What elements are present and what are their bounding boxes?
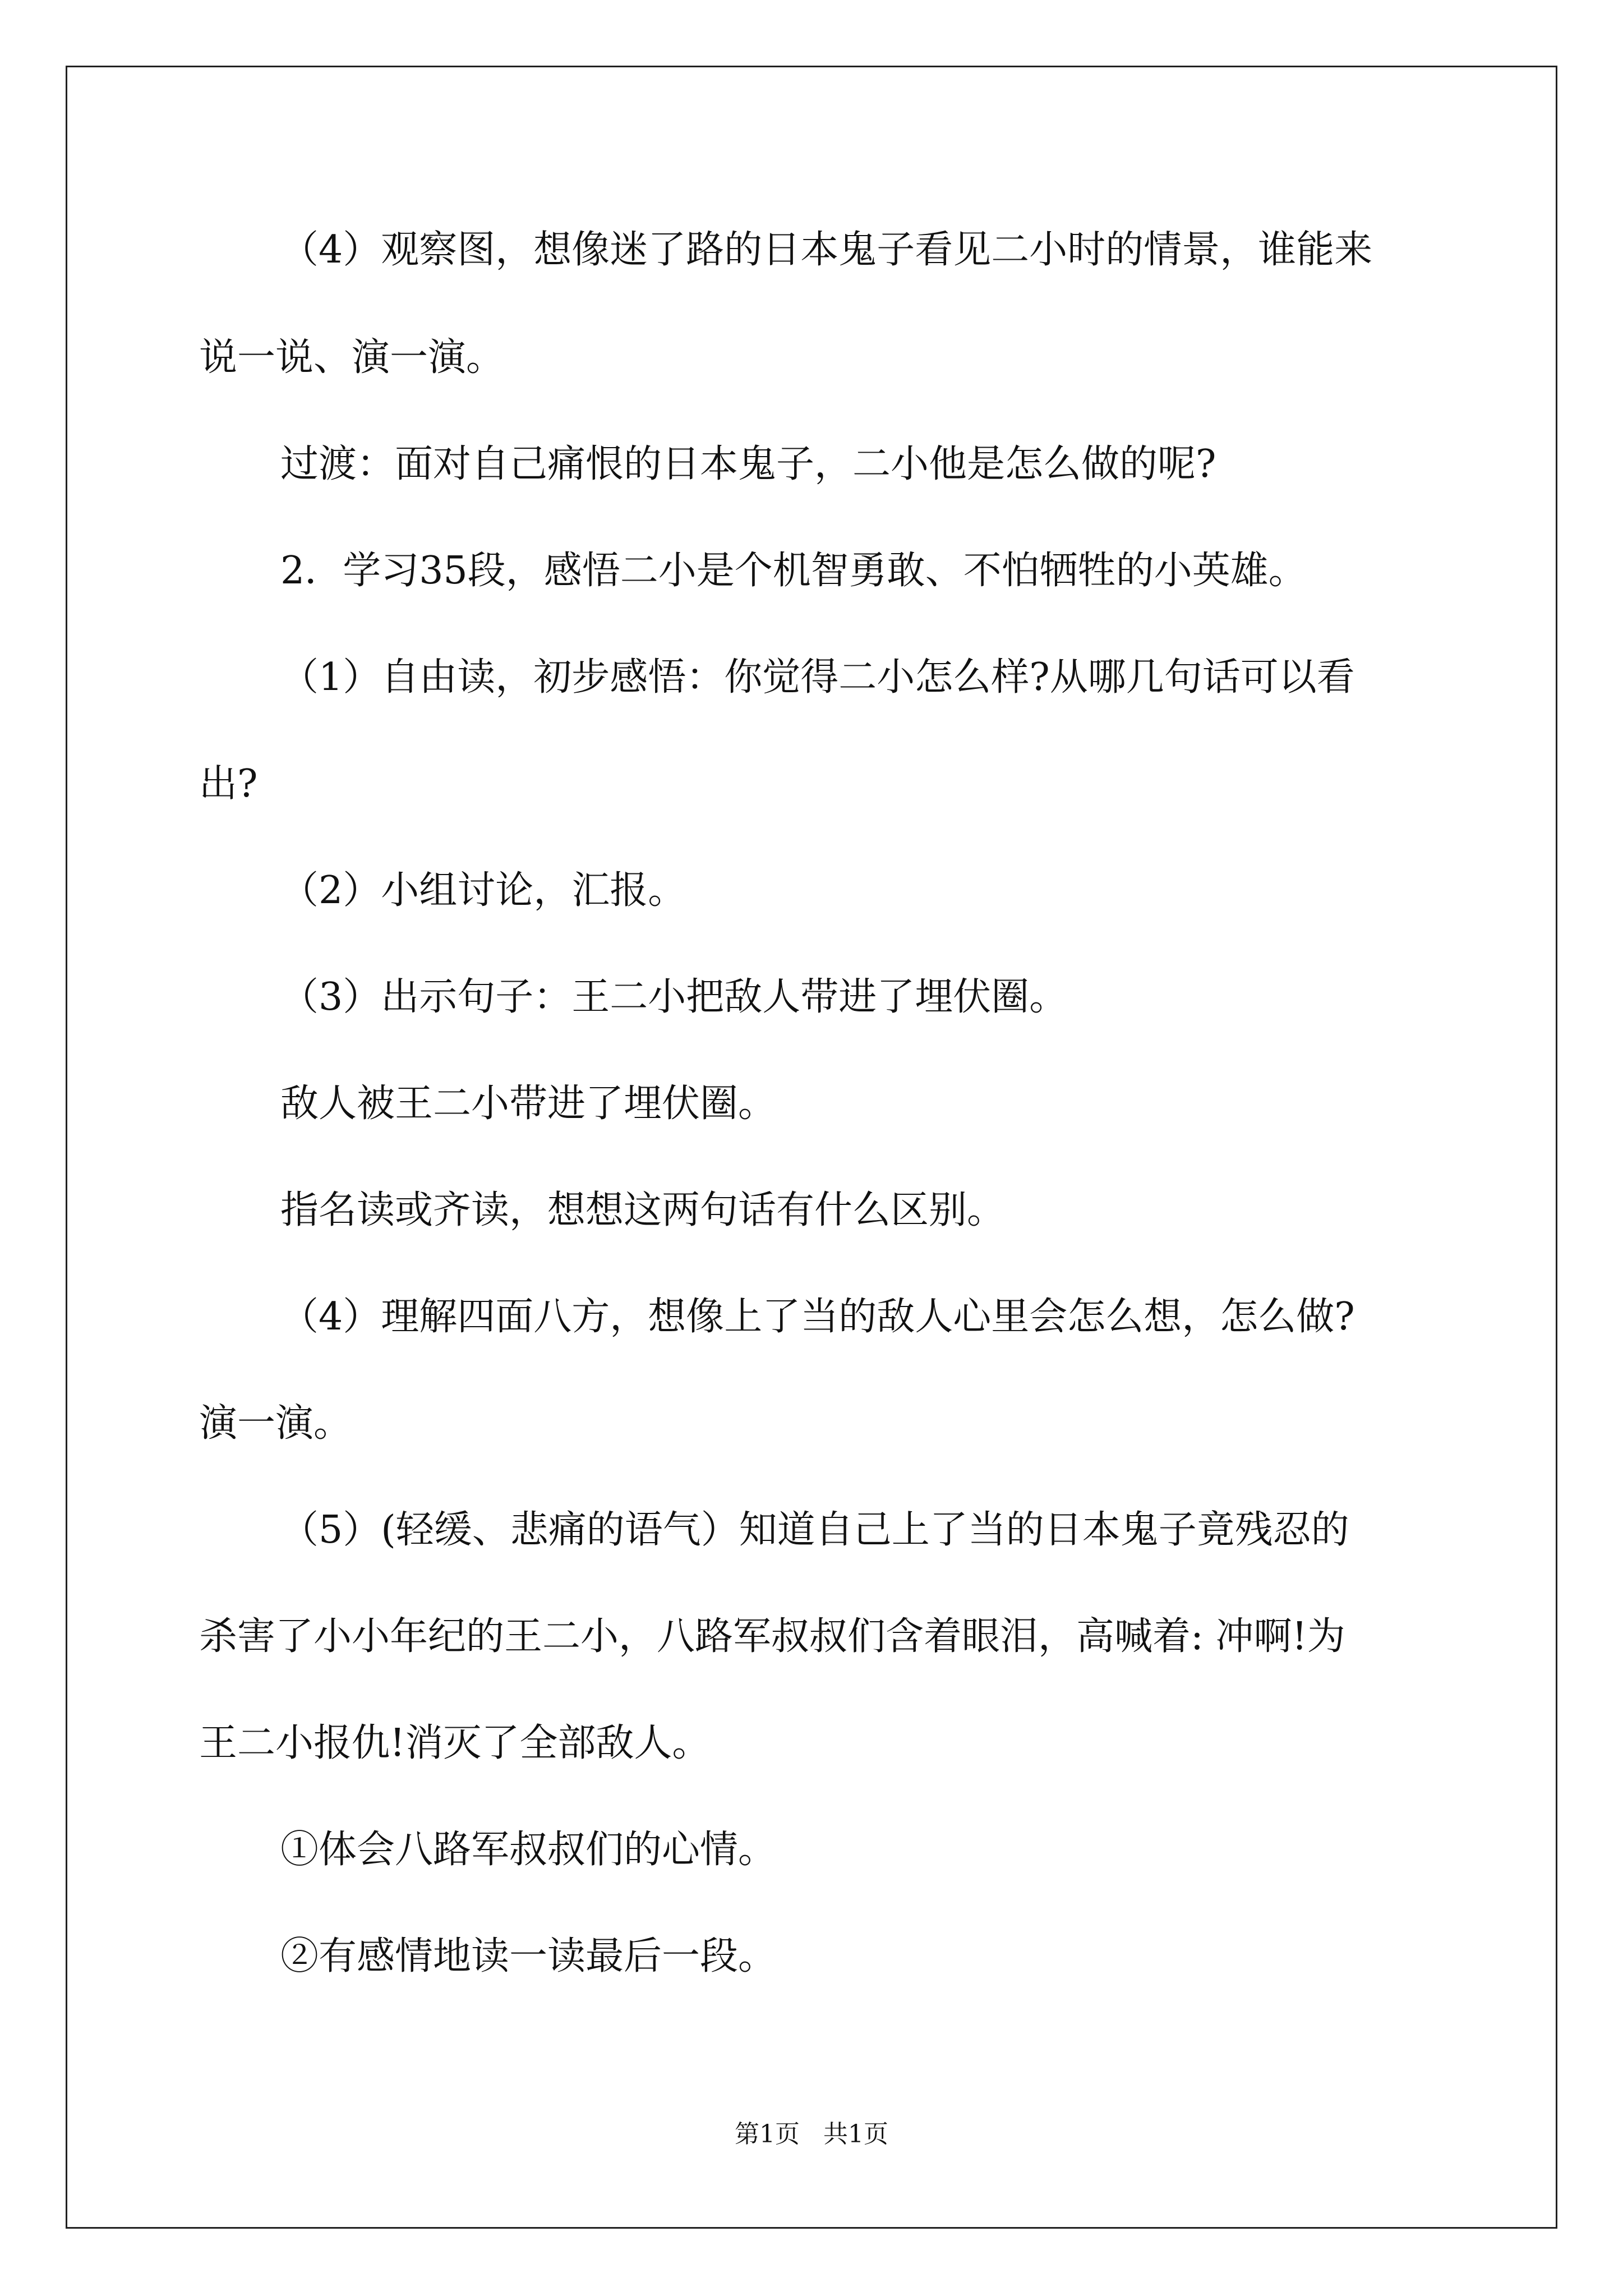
paragraph-line: 杀害了小小年纪的王二小，八路军叔叔们含着眼泪，高喊着: 冲啊!为	[199, 1614, 1345, 1659]
paragraph-line: ①体会八路军叔叔们的心情。	[280, 1828, 777, 1872]
paragraph-line: （5）(轻缓、悲痛的语气）知道自己上了当的日本鬼子竟残忍的	[280, 1508, 1349, 1552]
paragraph-line: （4）理解四面八方，想像上了当的敌人心里会怎么想，怎么做?	[280, 1295, 1355, 1339]
page-border	[66, 66, 1557, 2229]
paragraph-line: （3）出示句子：王二小把敌人带进了埋伏圈。	[280, 975, 1068, 1019]
page-footer: 第1页 共1页	[735, 2120, 888, 2148]
paragraph-line: 说一说、演一演。	[199, 335, 505, 380]
paragraph-line: ②有感情地读一读最后一段。	[280, 1934, 777, 1978]
paragraph-line: 出?	[199, 762, 258, 806]
paragraph-line: 指名读或齐读，想想这两句话有什么区别。	[280, 1188, 1006, 1232]
paragraph-line: （4）观察图，想像迷了路的日本鬼子看见二小时的情景，谁能来	[280, 228, 1373, 272]
paragraph-line: （2）小组讨论，汇报。	[280, 868, 686, 913]
paragraph-line: 2．学习35段，感悟二小是个机智勇敢、不怕牺牲的小英雄。	[280, 549, 1307, 593]
paragraph-line: 敌人被王二小带进了埋伏圈。	[280, 1082, 777, 1126]
paragraph-line: （1）自由读，初步感悟：你觉得二小怎么样?从哪几句话可以看	[280, 655, 1355, 700]
paragraph-line: 王二小报仇!消灭了全部敌人。	[199, 1721, 711, 1765]
paragraph-line: 过渡：面对自己痛恨的日本鬼子，二小他是怎么做的呢?	[280, 442, 1216, 486]
paragraph-line: 演一演。	[199, 1401, 352, 1446]
